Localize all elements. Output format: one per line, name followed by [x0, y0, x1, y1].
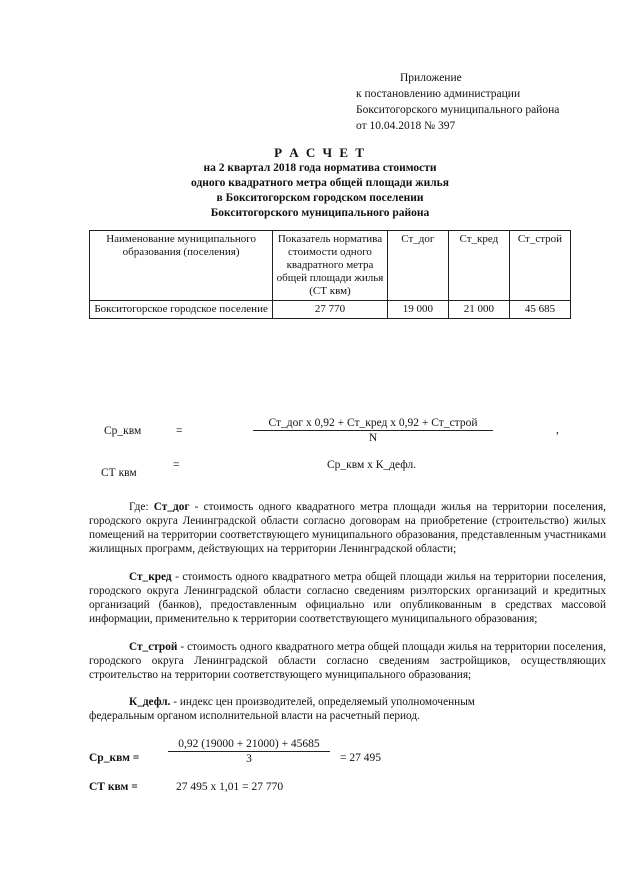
calc1-result: = 27 495: [340, 752, 381, 764]
appendix-line-3: Бокситогорского муниципального района: [356, 104, 560, 116]
formula1-numerator: Ст_дог x 0,92 + Ст_кред x 0,92 + Ст_строй: [253, 417, 493, 431]
table-header-row: [90, 231, 571, 301]
appendix-line-4: от 10.04.2018 № 397: [356, 120, 456, 132]
title-line-4: Бокситогорского муниципального района: [210, 207, 430, 219]
definition-k-defl: [89, 695, 509, 723]
title-line-3: в Бокситогорском городском поселении: [216, 192, 424, 204]
calc2-rhs: 27 495 х 1,01 = 27 770: [176, 781, 284, 793]
document-heading: Р А С Ч Е Т: [274, 145, 366, 160]
calc1-denominator: 3: [246, 753, 252, 765]
formula1-eq: =: [176, 425, 183, 437]
calc1-lhs: Ср_квм =: [89, 752, 140, 764]
formula2-lhs: СТ квм: [101, 467, 137, 479]
text-st-stroy: - стоимость одного квадратного метра общей площади жилья на территории поселения, городского округа Ленинградской области согласно сведениям застройщиков, осуществляющих строительство на территории соответствующего муниципального образования;: [89, 641, 606, 681]
header-st-dog: Ст_дог: [387, 231, 448, 301]
formula1-denominator: N: [368, 432, 378, 444]
definition-st-stroy: [89, 640, 606, 682]
text-st-dog: - стоимость одного квадратного метра площади жилья на территории поселения, городского округа Ленинградской области согласно договорам на приобретение (строительство) жилых помещений на территории соответствующего муниципального образования, представленным участниками жилищных программ, действующих на территории Ленинградской области;: [89, 501, 606, 555]
definition-st-kred: [89, 570, 606, 626]
term-st-kred: Ст_кред: [129, 571, 172, 583]
term-st-dog: Ст_дог: [153, 501, 190, 513]
definition-intro: Где:: [129, 501, 154, 513]
appendix-line-1: Приложение: [400, 72, 462, 84]
cell-st-kred: 21 000: [448, 301, 509, 319]
text-st-kred: - стоимость одного квадратного метра общей площади жилья на территории поселения, городского округа Ленинградской области согласно сведениям риэлторских организаций и кредитных организаций (банков), предоставленным официально или опубликованным в средствах массовой информации, применительно к территории соответствующего муниципального образования;: [89, 571, 606, 625]
term-k-defl: К_дефл.: [129, 696, 171, 708]
definition-st-dog: [89, 500, 606, 556]
header-st-kvm: Показатель норматива стоимости одного квадратного метра общей площади жилья (СТ квм): [273, 231, 388, 301]
formula1-lhs: Ср_квм: [104, 425, 142, 437]
calculation-table: [89, 230, 571, 319]
appendix-block: [356, 70, 559, 134]
cell-municipality: Бокситогорское городское поселение: [90, 301, 273, 319]
calc1-numerator: 0,92 (19000 + 21000) + 45685: [168, 738, 330, 752]
term-st-stroy: Ст_строй: [129, 641, 178, 653]
text-k-defl: - индекс цен производителей, определяемый уполномоченным федеральным органом исполнительной власти на расчетный период.: [89, 696, 475, 722]
title-line-1: на 2 квартал 2018 года норматива стоимости: [203, 162, 437, 174]
appendix-line-2: к постановлению администрации: [356, 88, 521, 100]
formula2-eq: =: [173, 459, 180, 471]
cell-st-stroy: 45 685: [509, 301, 570, 319]
formula2-rhs: Ср_квм x К_дефл.: [327, 459, 417, 471]
table-row: [90, 301, 571, 319]
calc2-lhs: СТ квм =: [89, 781, 138, 793]
cell-st-kvm: 27 770: [273, 301, 388, 319]
header-st-stroy: Ст_строй: [509, 231, 570, 301]
cell-st-dog: 19 000: [387, 301, 448, 319]
header-st-kred: Ст_кред: [448, 231, 509, 301]
formula1-mark: ,: [556, 424, 559, 436]
title-line-2: одного квадратного метра общей площади жилья: [191, 177, 449, 189]
document-title: [120, 161, 520, 221]
header-municipality: Наименование муниципального образования (поселения): [90, 231, 273, 301]
